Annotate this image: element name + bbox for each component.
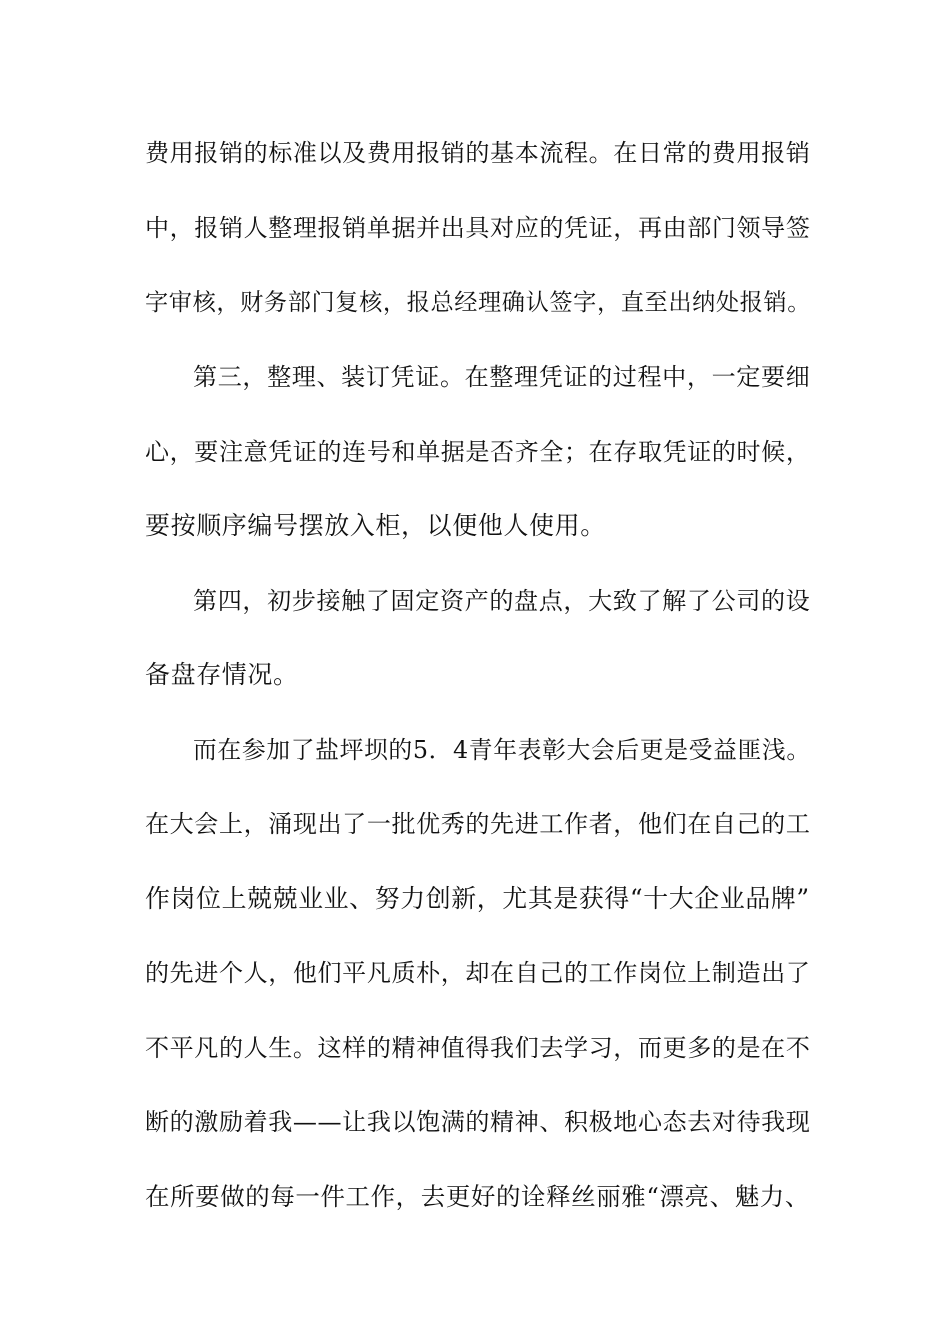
paragraph-line: 要按顺序编号摆放入柜，以便他人使用。 [145, 511, 606, 540]
paragraph-line: 中，报销人整理报销单据并出具对应的凭证，再由部门领导签 [145, 214, 811, 242]
paragraph-line: 在所要做的每一件工作，去更好的诠释丝丽雅“漂亮、魅力、 [145, 1182, 810, 1211]
paragraph-line: 而在参加了盐坪坝的5．4青年表彰大会后更是受益匪浅。 [193, 736, 811, 764]
paragraph-line: 第三，整理、装订凭证。在整理凭证的过程中，一定要细 [193, 363, 811, 391]
paragraph-line: 断的激励着我——让我以饱满的精神、积极地心态去对待我现 [145, 1108, 811, 1136]
paragraph-line: 的先进个人，他们平凡质朴，却在自己的工作岗位上制造出了 [145, 959, 811, 987]
paragraph-line: 作岗位上兢兢业业、努力创新，尤其是获得“十大企业品牌” [145, 884, 810, 913]
paragraph-line: 不平凡的人生。这样的精神值得我们去学习，而更多的是在不 [145, 1034, 811, 1062]
paragraph-line: 备盘存情况。 [145, 660, 299, 689]
paragraph-line: 费用报销的标准以及费用报销的基本流程。在日常的费用报销 [145, 139, 811, 167]
paragraph-line: 第四，初步接触了固定资产的盘点，大致了解了公司的设 [193, 587, 811, 615]
paragraph-line: 字审核，财务部门复核，报总经理确认签字，直至出纳处报销。 [145, 289, 812, 316]
paragraph-line: 心，要注意凭证的连号和单据是否齐全；在存取凭证的时候， [145, 438, 811, 466]
paragraph-line: 在大会上，涌现出了一批优秀的先进工作者，他们在自己的工 [145, 810, 811, 838]
